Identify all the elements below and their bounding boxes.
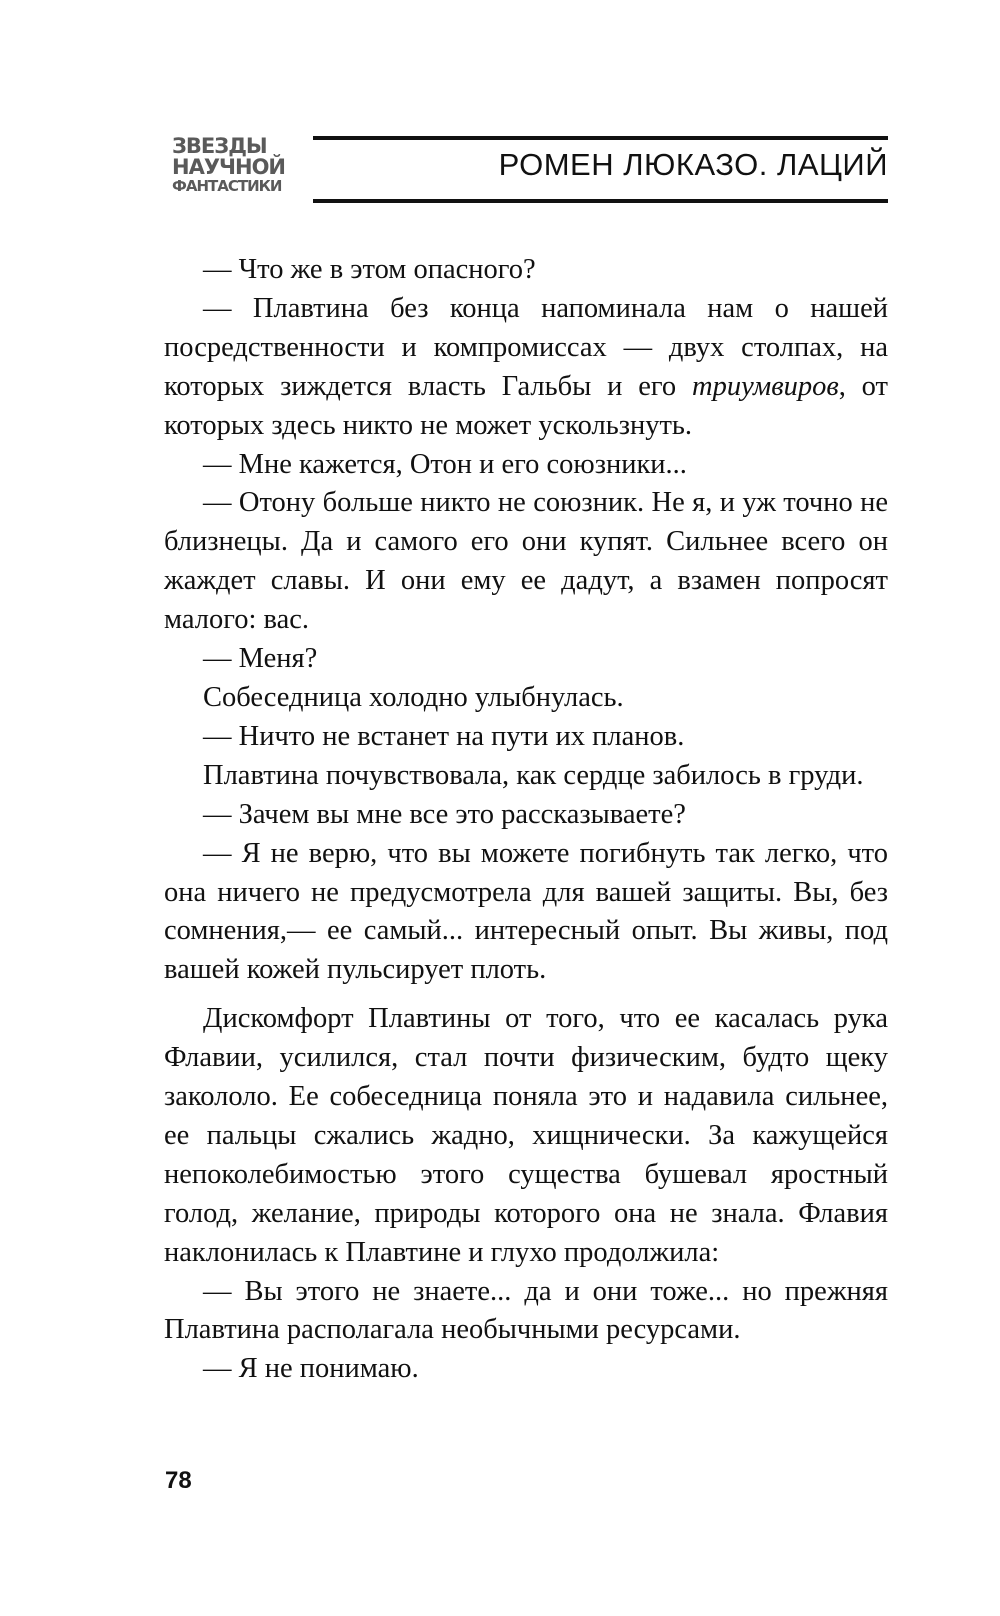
paragraph-text: — Плавтина без конца напоминала нам о нашей посредственности и компромиссах — двух столпах, на которых зиждется власть Гальбы и его [164, 292, 888, 402]
running-head: РОМЕН ЛЮКАЗО. ЛАЦИЙ [498, 147, 888, 182]
paragraph: Плавтина почувствовала, как сердце забилось в груди. [203, 759, 864, 791]
paragraph: — Вы этого не знаете... да и они тоже... но прежняя Плавтина располагала необычными ресурсами. [164, 1275, 888, 1346]
series-logo-line-2: НАУЧНОЙ [172, 155, 285, 179]
header-rule-top [313, 136, 888, 140]
paragraph: — Зачем вы мне все это рассказываете? [203, 798, 686, 830]
paragraph [164, 290, 888, 446]
paragraph: — Что же в этом опасного? [203, 254, 536, 285]
paragraph: — Отону больше никто не союзник. Не я, и уж точно не близнецы. Да и самого его они купят. Сильнее всего он жаждет славы. И они ему ее дадут, а взамен попросят малого: вас. [164, 487, 888, 636]
body-text [164, 251, 888, 1389]
paragraph: — Меня? [203, 643, 318, 675]
paragraph: Дискомфорт Плавтины от того, что ее касалась рука Флавии, усилился, стал почти физическим, будто щеку закололо. Ее собеседница поняла это и надавила сильнее, ее пальцы сжались жадно, хищнически. За кажущейся непоколебимостью этого существа бушевал яростный голод, желание, природы которого она не знала. Флавия наклонилась к Плавтине и глухо продолжила: [164, 1003, 888, 1268]
paragraph-text: , от которых здесь никто не может ускользнуть. [164, 370, 888, 441]
paragraph: — Я не верю, что вы можете погибнуть так легко, что она ничего не предусмотрела для вашей защиты. Вы, без сомнения,— ее самый... интересный опыт. Вы живы, под вашей кожей пульсирует плоть. [164, 837, 888, 986]
emphasis-text: триумвиров [691, 370, 839, 402]
series-logo-line-1: ЗВЕЗДЫ [172, 134, 267, 158]
header-rule-bottom [313, 199, 888, 203]
series-logo-line-3: ФАНТАСТИКИ [172, 177, 282, 195]
paragraph: Собеседница холодно улыбнулась. [203, 681, 624, 713]
page-number: 78 [165, 1467, 192, 1494]
paragraph: — Мне кажется, Отон и его союзники... [203, 448, 687, 480]
series-logo [172, 136, 292, 194]
paragraph: — Я не понимаю. [203, 1353, 419, 1385]
paragraph: — Ничто не встанет на пути их планов. [203, 720, 685, 752]
